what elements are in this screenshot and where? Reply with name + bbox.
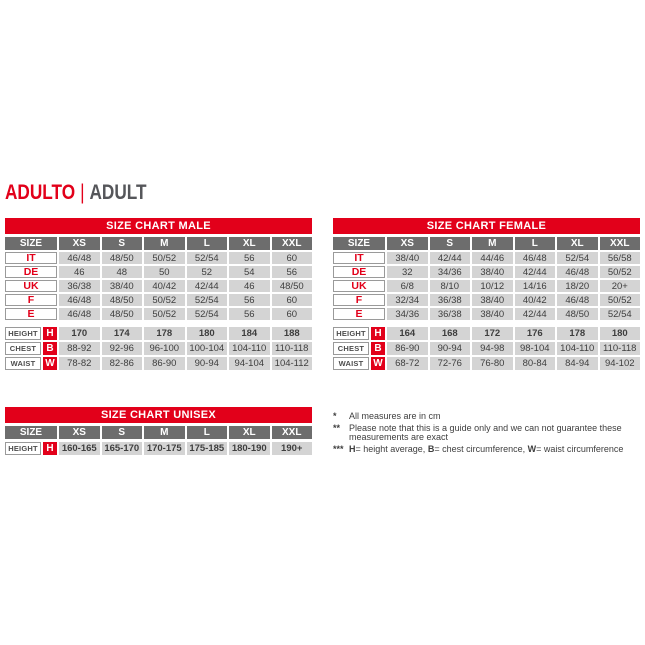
measure-value-cell: 94-102 <box>600 357 641 370</box>
size-value-cell: 46 <box>229 280 270 292</box>
size-system-label: F <box>333 294 385 306</box>
size-value-cell: 38/40 <box>472 308 513 320</box>
size-value-cell: 46/48 <box>59 252 100 264</box>
male-size-row-uk <box>5 280 312 292</box>
female-measure-row-chest <box>333 342 640 355</box>
measure-label <box>333 357 385 370</box>
column-header-size: SIZE <box>5 237 57 250</box>
footnote-text-segment: H <box>349 443 356 454</box>
size-value-cell: 48 <box>102 266 143 278</box>
female-size-row-it <box>333 252 640 264</box>
male-measure-row-height <box>5 327 312 340</box>
size-value-cell: 48/50 <box>102 308 143 320</box>
column-header-l: L <box>187 237 228 250</box>
measure-value-cell: 88-92 <box>59 342 100 355</box>
size-value-cell: 40/42 <box>144 280 185 292</box>
measure-value-cell: 170 <box>59 327 100 340</box>
size-system-label: E <box>5 308 57 320</box>
measure-value-cell: 90-94 <box>187 357 228 370</box>
female-size-row-de <box>333 266 640 278</box>
size-value-cell: 60 <box>272 294 313 306</box>
size-system-label: DE <box>5 266 57 278</box>
size-value-cell: 46/48 <box>557 294 598 306</box>
footnote-text <box>349 412 641 422</box>
measure-label-box: HEIGHT <box>333 327 369 340</box>
size-value-cell: 52/54 <box>187 252 228 264</box>
measure-letter-badge: H <box>371 327 385 340</box>
male-measurements <box>5 327 312 370</box>
measure-value-cell: 165-170 <box>102 442 143 455</box>
size-value-cell: 8/10 <box>430 280 471 292</box>
size-value-cell: 42/44 <box>515 266 556 278</box>
measure-letter-badge: B <box>43 342 57 355</box>
measure-value-cell: 178 <box>557 327 598 340</box>
size-chart-female-table <box>333 218 640 372</box>
size-value-cell: 50 <box>144 266 185 278</box>
measure-value-cell: 104-110 <box>557 342 598 355</box>
measure-value-cell: 180 <box>600 327 641 340</box>
size-value-cell: 46 <box>59 266 100 278</box>
size-value-cell: 50/52 <box>600 266 641 278</box>
size-value-cell: 42/44 <box>187 280 228 292</box>
measure-value-cell: 80-84 <box>515 357 556 370</box>
size-value-cell: 56 <box>272 266 313 278</box>
column-header-xl: XL <box>557 237 598 250</box>
column-header-m: M <box>472 237 513 250</box>
unisex-column-header-row <box>5 426 312 439</box>
column-header-xxl: XXL <box>272 426 313 439</box>
measure-value-cell: 110-118 <box>272 342 313 355</box>
measure-value-cell: 98-104 <box>515 342 556 355</box>
size-value-cell: 10/12 <box>472 280 513 292</box>
column-header-l: L <box>515 237 556 250</box>
size-value-cell: 54 <box>229 266 270 278</box>
measure-value-cell: 84-94 <box>557 357 598 370</box>
size-value-cell: 46/48 <box>515 252 556 264</box>
size-value-cell: 46/48 <box>557 266 598 278</box>
measure-value-cell: 78-82 <box>59 357 100 370</box>
size-system-label: DE <box>333 266 385 278</box>
size-value-cell: 48/50 <box>102 252 143 264</box>
size-value-cell: 56 <box>229 308 270 320</box>
size-value-cell: 52/54 <box>557 252 598 264</box>
size-value-cell: 40/42 <box>515 294 556 306</box>
female-measurements <box>333 327 640 370</box>
measure-label <box>5 327 57 340</box>
column-header-xs: XS <box>59 237 100 250</box>
size-value-cell: 14/16 <box>515 280 556 292</box>
measure-value-cell: 172 <box>472 327 513 340</box>
column-header-xxl: XXL <box>600 237 641 250</box>
measure-value-cell: 94-98 <box>472 342 513 355</box>
unisex-table-title: SIZE CHART UNISEX <box>5 407 312 423</box>
size-value-cell: 18/20 <box>557 280 598 292</box>
column-header-xxl: XXL <box>272 237 313 250</box>
size-system-label: UK <box>333 280 385 292</box>
measure-value-cell: 175-185 <box>187 442 228 455</box>
footnote-3 <box>333 445 641 455</box>
measure-label-box: CHEST <box>333 342 369 355</box>
size-value-cell: 42/44 <box>515 308 556 320</box>
size-value-cell: 60 <box>272 252 313 264</box>
footnote-2 <box>333 424 641 443</box>
size-chart-unisex-table <box>5 407 312 457</box>
measure-value-cell: 82-86 <box>102 357 143 370</box>
size-system-label: E <box>333 308 385 320</box>
measure-value-cell: 94-104 <box>229 357 270 370</box>
measure-letter-badge: W <box>43 357 57 370</box>
measure-value-cell: 174 <box>102 327 143 340</box>
footnote-text-segment: Please note that this is a guide only and we can not guarantee these measurements are exact <box>349 422 622 442</box>
size-value-cell: 48/50 <box>102 294 143 306</box>
column-header-xs: XS <box>59 426 100 439</box>
size-value-cell: 56/58 <box>600 252 641 264</box>
column-header-s: S <box>102 426 143 439</box>
footnote-1 <box>333 412 641 422</box>
measure-value-cell: 170-175 <box>144 442 185 455</box>
size-value-cell: 52/54 <box>600 308 641 320</box>
male-column-header-row <box>5 237 312 250</box>
measure-label-box: HEIGHT <box>5 327 41 340</box>
female-size-row-f <box>333 294 640 306</box>
size-value-cell: 38/40 <box>387 252 428 264</box>
column-header-m: M <box>144 237 185 250</box>
measure-label <box>5 342 57 355</box>
column-header-l: L <box>187 426 228 439</box>
size-value-cell: 44/46 <box>472 252 513 264</box>
size-value-cell: 36/38 <box>430 308 471 320</box>
measure-letter-badge: H <box>43 442 57 455</box>
footnote-text-segment: = height average, <box>355 443 428 454</box>
unisex-measurements <box>5 442 312 455</box>
female-column-header-row <box>333 237 640 250</box>
size-value-cell: 32/34 <box>387 294 428 306</box>
measure-label-box: CHEST <box>5 342 41 355</box>
size-system-label: F <box>5 294 57 306</box>
measure-value-cell: 180-190 <box>229 442 270 455</box>
measure-value-cell: 96-100 <box>144 342 185 355</box>
column-header-xs: XS <box>387 237 428 250</box>
size-value-cell: 60 <box>272 308 313 320</box>
measure-label <box>5 442 57 455</box>
size-value-cell: 36/38 <box>59 280 100 292</box>
size-value-cell: 56 <box>229 252 270 264</box>
size-system-label: IT <box>5 252 57 264</box>
size-value-cell: 38/40 <box>472 266 513 278</box>
measure-value-cell: 100-104 <box>187 342 228 355</box>
page-title-secondary: ADULT <box>89 181 147 204</box>
size-value-cell: 50/52 <box>144 308 185 320</box>
column-header-m: M <box>144 426 185 439</box>
size-value-cell: 52 <box>187 266 228 278</box>
page-title-separator: | <box>80 181 85 204</box>
measure-value-cell: 164 <box>387 327 428 340</box>
measure-value-cell: 176 <box>515 327 556 340</box>
measure-value-cell: 190+ <box>272 442 313 455</box>
size-value-cell: 56 <box>229 294 270 306</box>
measure-value-cell: 184 <box>229 327 270 340</box>
size-value-cell: 20+ <box>600 280 641 292</box>
unisex-measure-row-height <box>5 442 312 455</box>
measure-letter-badge: B <box>371 342 385 355</box>
size-value-cell: 36/38 <box>430 294 471 306</box>
size-value-cell: 46/48 <box>59 294 100 306</box>
column-header-s: S <box>102 237 143 250</box>
measure-value-cell: 76-80 <box>472 357 513 370</box>
column-header-size: SIZE <box>5 426 57 439</box>
female-size-row-uk <box>333 280 640 292</box>
size-value-cell: 50/52 <box>600 294 641 306</box>
male-size-row-it <box>5 252 312 264</box>
measure-letter-badge: W <box>371 357 385 370</box>
size-value-cell: 46/48 <box>59 308 100 320</box>
size-value-cell: 42/44 <box>430 252 471 264</box>
measure-letter-badge: H <box>43 327 57 340</box>
measure-value-cell: 168 <box>430 327 471 340</box>
measure-label <box>333 327 385 340</box>
size-value-cell: 32 <box>387 266 428 278</box>
measure-value-cell: 188 <box>272 327 313 340</box>
measure-value-cell: 90-94 <box>430 342 471 355</box>
measure-value-cell: 178 <box>144 327 185 340</box>
size-value-cell: 38/40 <box>472 294 513 306</box>
footnote-text <box>349 424 641 443</box>
measure-value-cell: 104-110 <box>229 342 270 355</box>
male-table-title: SIZE CHART MALE <box>5 218 312 234</box>
size-value-cell: 34/36 <box>430 266 471 278</box>
column-header-xl: XL <box>229 426 270 439</box>
size-system-label: IT <box>333 252 385 264</box>
measure-value-cell: 92-96 <box>102 342 143 355</box>
male-measure-row-waist <box>5 357 312 370</box>
size-system-label: UK <box>5 280 57 292</box>
page-title-primary: ADULTO <box>5 181 76 204</box>
footnote-marker: ** <box>333 422 341 433</box>
measure-value-cell: 160-165 <box>59 442 100 455</box>
measure-label-box: HEIGHT <box>5 442 41 455</box>
footnotes <box>333 412 641 456</box>
footnote-text-segment: = waist circumference <box>536 443 624 454</box>
size-value-cell: 48/50 <box>557 308 598 320</box>
column-header-xl: XL <box>229 237 270 250</box>
size-value-cell: 34/36 <box>387 308 428 320</box>
size-value-cell: 52/54 <box>187 308 228 320</box>
measure-label <box>5 357 57 370</box>
footnote-text-segment: B <box>427 443 435 454</box>
female-size-row-e <box>333 308 640 320</box>
measure-value-cell: 72-76 <box>430 357 471 370</box>
male-size-row-f <box>5 294 312 306</box>
male-size-row-de <box>5 266 312 278</box>
female-measure-row-height <box>333 327 640 340</box>
measure-value-cell: 180 <box>187 327 228 340</box>
footnote-marker: *** <box>333 443 344 454</box>
footnote-text <box>349 445 641 455</box>
footnote-text-segment: All measures are in cm <box>349 411 441 421</box>
size-value-cell: 48/50 <box>272 280 313 292</box>
size-value-cell: 50/52 <box>144 252 185 264</box>
measure-label <box>333 342 385 355</box>
male-size-row-e <box>5 308 312 320</box>
measure-value-cell: 86-90 <box>387 342 428 355</box>
column-header-size: SIZE <box>333 237 385 250</box>
measure-value-cell: 110-118 <box>600 342 641 355</box>
measure-value-cell: 68-72 <box>387 357 428 370</box>
size-value-cell: 38/40 <box>102 280 143 292</box>
measure-value-cell: 104-112 <box>272 357 313 370</box>
female-table-title: SIZE CHART FEMALE <box>333 218 640 234</box>
column-header-s: S <box>430 237 471 250</box>
measure-label-box: WAIST <box>5 357 41 370</box>
footnote-text-segment: = chest circumference, <box>434 443 528 454</box>
footnote-marker: * <box>333 411 337 421</box>
size-value-cell: 52/54 <box>187 294 228 306</box>
page-title <box>5 181 147 204</box>
measure-label-box: WAIST <box>333 357 369 370</box>
measure-value-cell: 86-90 <box>144 357 185 370</box>
size-value-cell: 50/52 <box>144 294 185 306</box>
footnote-text-segment: W <box>527 443 537 454</box>
male-measure-row-chest <box>5 342 312 355</box>
female-measure-row-waist <box>333 357 640 370</box>
size-value-cell: 6/8 <box>387 280 428 292</box>
size-chart-male-table <box>5 218 312 372</box>
